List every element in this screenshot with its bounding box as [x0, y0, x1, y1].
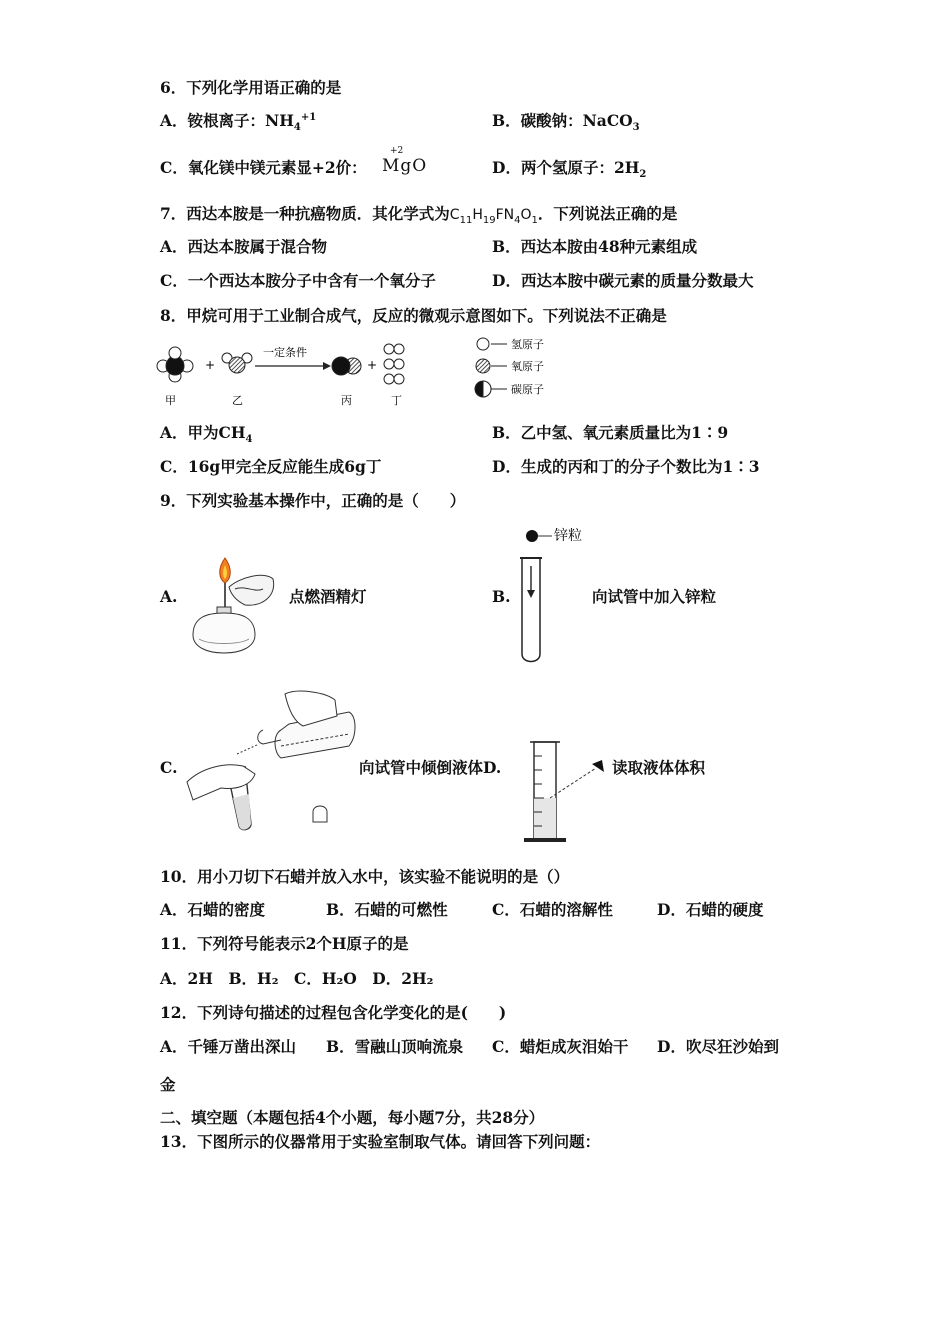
q12-option-a[interactable]: A．千锤万凿出深山	[160, 1037, 297, 1056]
q9-a-caption: 点燃酒精灯	[289, 587, 367, 606]
q12-option-c[interactable]: C．蜡炬成灰泪始干	[492, 1037, 629, 1056]
q9-c-caption: 向试管中倾倒液体D.	[359, 758, 502, 777]
molecule-yi	[222, 353, 252, 373]
q6-d-label: D．	[492, 158, 521, 177]
q9-b-test-tube-figure	[520, 520, 600, 668]
q13-stem: 13．下图所示的仪器常用于实验室制取气体。请回答下列问题：	[160, 1132, 601, 1151]
q12-option-d-wrap: 金	[160, 1075, 176, 1094]
q9-stem: 9．下列实验基本操作中，正确的是（ ）	[160, 491, 466, 510]
q8-option-d[interactable]: D．生成的丙和丁的分子个数比为1∶3	[492, 457, 760, 476]
q10-option-c[interactable]: C．石蜡的溶解性	[492, 900, 613, 919]
q7-f-h-n: 19	[482, 214, 496, 226]
q9-c-label[interactable]: C.	[160, 758, 178, 777]
q7-f-fn: FN	[495, 207, 515, 223]
q8-stem: 8．甲烷可用于工业制合成气，反应的微观示意图如下。下列说法不正确是	[160, 306, 667, 325]
arrow-head	[323, 362, 331, 370]
label-yi: 乙	[232, 394, 243, 407]
q6-option-b[interactable]	[492, 111, 640, 134]
q6-b-text: 碳酸钠：NaCO	[520, 111, 633, 130]
eye-icon	[592, 760, 604, 772]
q9-c-pouring-figure	[185, 686, 360, 836]
q12-option-d[interactable]: D．吹尽狂沙始到	[657, 1037, 779, 1056]
q6-option-a[interactable]	[160, 111, 317, 134]
legend-hydrogen: 氢原子	[511, 338, 544, 351]
q12-option-b[interactable]: B．雪融山顶响流泉	[326, 1037, 464, 1056]
q6-option-d[interactable]	[492, 158, 647, 181]
label-jia: 甲	[165, 394, 176, 407]
q6-stem: 6．下列化学用语正确的是	[160, 78, 342, 97]
legend-hydrogen-icon	[477, 338, 489, 350]
q9-a-alcohol-lamp-figure	[185, 555, 290, 660]
alcohol-lamp-icon	[193, 613, 255, 653]
q6-d-sub: 2	[639, 169, 647, 181]
legend-carbon: 碳原子	[511, 383, 544, 396]
q6-a-sub: 4	[293, 122, 301, 134]
q11-stem: 11．下列符号能表示2个H原子的是	[160, 934, 409, 953]
q6-d-text: 两个氢原子：2H	[520, 158, 640, 177]
zinc-granule-icon	[526, 530, 538, 542]
legend-oxygen-icon	[476, 359, 490, 373]
q6-a-label: A．	[160, 111, 188, 130]
sight-line	[550, 768, 596, 798]
q7-f-o: O	[520, 207, 532, 223]
legend-oxygen: 氧原子	[511, 360, 544, 373]
lighting-lamp-icon	[229, 575, 274, 605]
q6-b-sub: 3	[632, 122, 640, 134]
q9-d-caption: 读取液体体积	[612, 758, 706, 777]
q9-a-label[interactable]: A.	[160, 587, 178, 606]
label-bing: 丙	[341, 394, 352, 407]
q7-f-h: H	[472, 207, 483, 223]
q9-b-caption: 向试管中加入锌粒	[592, 587, 717, 606]
q6-b-label: B．	[492, 111, 521, 130]
q8-option-b[interactable]: B．乙中氢、氧元素质量比为1∶9	[492, 423, 729, 442]
q7-stem	[160, 204, 677, 225]
q6-c-sup: +2	[390, 146, 404, 156]
stopper-icon	[313, 806, 327, 822]
q7-f-c: C	[449, 207, 460, 223]
q7-option-c[interactable]: C．一个西达本胺分子中含有一个氧分子	[160, 271, 436, 290]
q10-option-b[interactable]: B．石蜡的可燃性	[326, 900, 448, 919]
q8-a-text: A．甲为CH	[160, 423, 246, 442]
q10-option-a[interactable]: A．石蜡的密度	[160, 900, 266, 919]
q6-c-formula	[382, 146, 432, 180]
q10-stem: 10．用小刀切下石蜡并放入水中，该实验不能说明的是（）	[160, 867, 570, 886]
molecule-ding	[384, 344, 404, 384]
q7-formula	[449, 207, 538, 226]
section-2-title: 二、填空题（本题包括4个小题，每小题7分，共28分）	[160, 1108, 545, 1127]
q6-a-text: 铵根离子：NH	[187, 111, 294, 130]
q8-option-c[interactable]: C．16g甲完全反应能生成6g丁	[160, 457, 382, 476]
q10-option-d[interactable]: D．石蜡的硬度	[657, 900, 764, 919]
plus-sign-1: +	[205, 358, 216, 372]
q7-stem-pre: 7．西达本胺是一种抗癌物质．其化学式为	[160, 204, 450, 223]
q9-d-cylinder-figure	[520, 736, 620, 846]
q7-f-c-n: 11	[459, 214, 473, 226]
q6-a-sup: +1	[300, 111, 317, 123]
q7-stem-post: ．下列说法正确的是	[537, 204, 678, 223]
q12-stem: 12．下列诗句描述的过程包含化学变化的是( )	[160, 1003, 507, 1022]
q11-options[interactable]: A．2H B．H₂ C．H₂O D．2H₂	[160, 969, 434, 988]
q7-f-n-n: 4	[514, 214, 521, 226]
legend	[475, 337, 544, 397]
zinc-label: 锌粒	[554, 528, 582, 544]
molecule-jia	[157, 347, 193, 382]
q7-f-o-n: 1	[531, 214, 538, 226]
q6-option-c[interactable]	[160, 158, 367, 178]
q8-reaction-diagram	[155, 336, 585, 410]
molecule-bing	[332, 357, 361, 375]
q7-option-a[interactable]: A．西达本胺属于混合物	[160, 237, 328, 256]
q7-option-b[interactable]: B．西达本胺由48种元素组成	[492, 237, 698, 256]
q6-c-mgo: MgO	[382, 156, 428, 176]
q6-c-label: C．	[160, 158, 188, 177]
arrow-label: 一定条件	[263, 346, 307, 359]
q7-option-d[interactable]: D．西达本胺中碳元素的质量分数最大	[492, 271, 754, 290]
q6-c-text: 氧化镁中镁元素显+2价：	[187, 158, 367, 177]
label-ding: 丁	[391, 394, 402, 407]
plus-sign-2: +	[367, 358, 378, 372]
q8-option-a[interactable]	[160, 423, 253, 446]
q8-a-sub: 4	[245, 434, 253, 446]
q9-b-label[interactable]: B.	[492, 587, 511, 606]
